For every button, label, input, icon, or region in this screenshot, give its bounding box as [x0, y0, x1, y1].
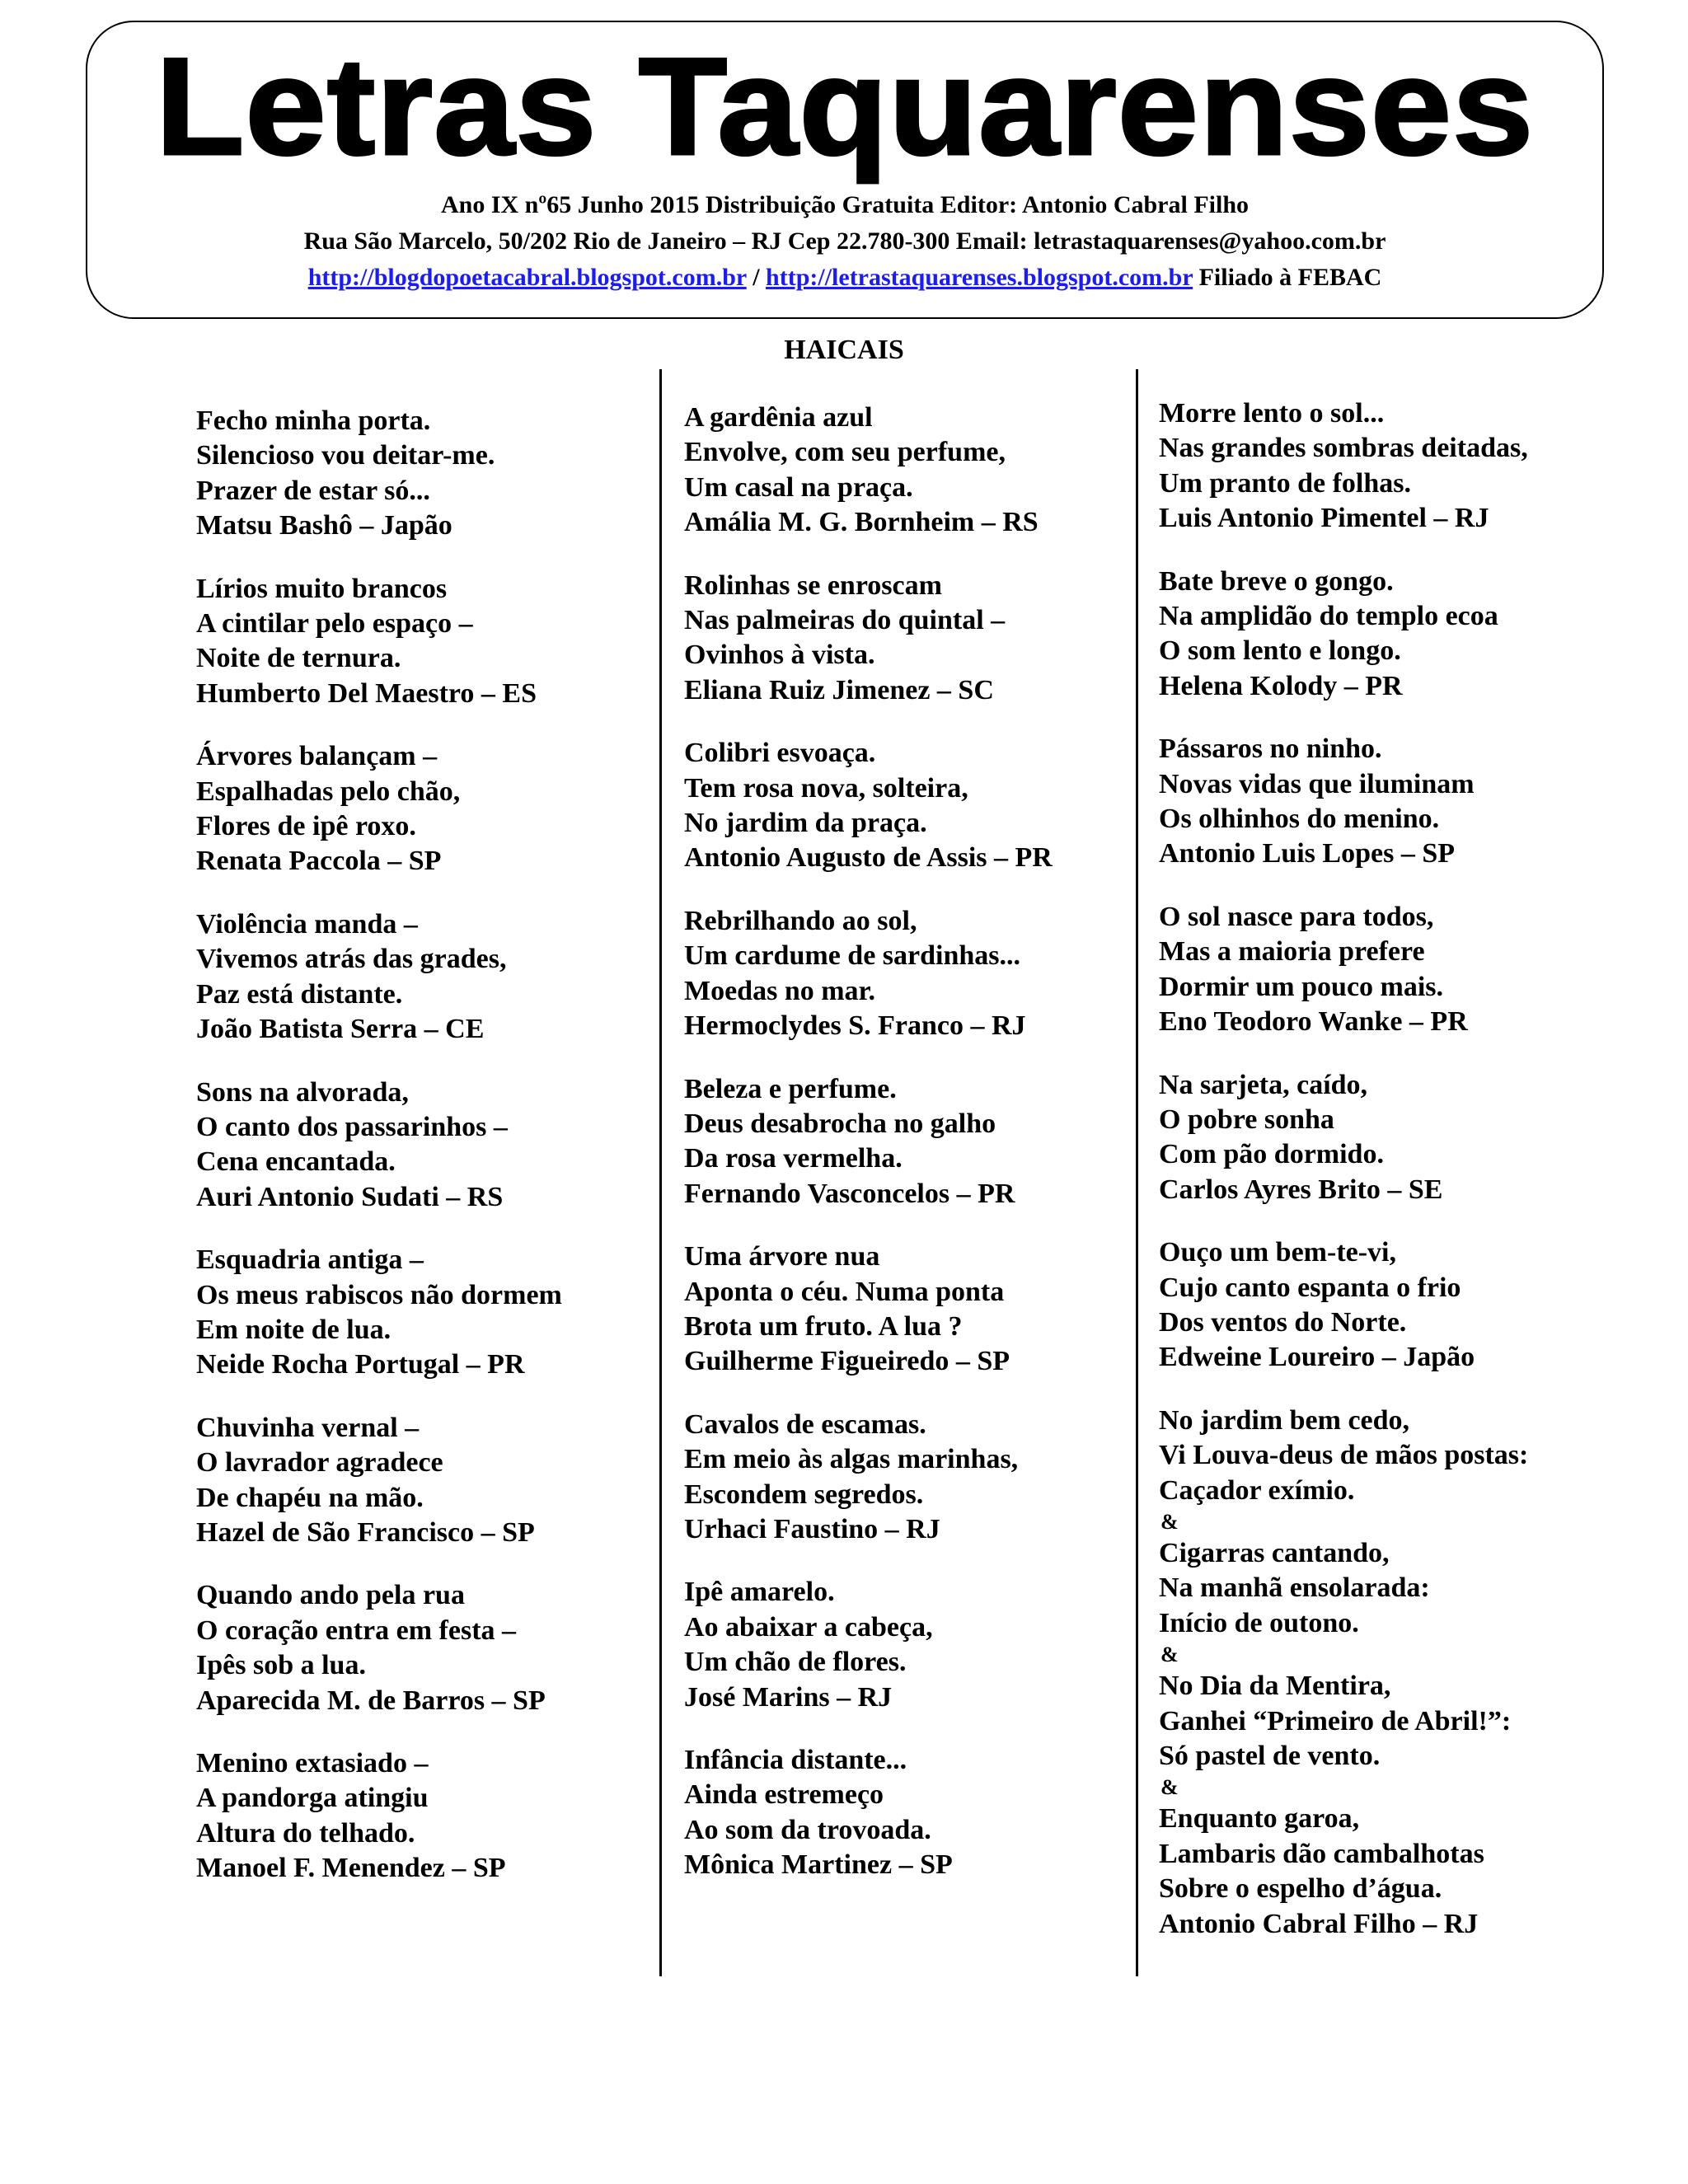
haiku — [196, 907, 562, 1047]
haiku-author: Renata Paccola – SP — [196, 846, 442, 877]
haiku-line: Paz está distante. — [196, 978, 403, 1010]
haiku-line: Com pão dormido. — [1159, 1139, 1384, 1170]
haiku-separator: & — [1160, 1643, 1179, 1667]
haiku-line: No jardim bem cedo, — [1159, 1404, 1410, 1436]
haiku-line: Pássaros no ninho. — [1159, 733, 1382, 765]
haiku-author: Hazel de São Francisco – SP — [196, 1516, 535, 1548]
link-separator: / — [746, 264, 767, 291]
haiku-line: Prazer de estar só... — [196, 475, 430, 506]
haiku-line: Ainda estremeço — [684, 1779, 884, 1811]
haiku-author: Amália M. G. Bornheim – RS — [684, 507, 1039, 538]
haiku-line: Da rosa vermelha. — [684, 1143, 903, 1174]
haiku-line: Na manhã ensolarada: — [1159, 1572, 1430, 1604]
haiku-line: Fecho minha porta. — [196, 405, 431, 436]
haiku-line: Na amplidão do templo ecoa — [1159, 601, 1498, 632]
haiku-column-2 — [684, 401, 1053, 1911]
haiku — [196, 1243, 562, 1383]
haiku-line: Beleza e perfume. — [684, 1073, 897, 1104]
haiku-line: Ao som da trovoada. — [684, 1814, 931, 1845]
haiku — [196, 572, 562, 712]
haiku-author: Guilherme Figueiredo – SP — [684, 1346, 1010, 1377]
column-divider — [659, 369, 662, 1976]
haiku — [684, 569, 1053, 709]
links-line — [87, 260, 1602, 296]
haiku-line: Dos ventos do Norte. — [1159, 1306, 1407, 1338]
haiku-author: José Marins – RJ — [684, 1681, 893, 1713]
haiku — [196, 1411, 562, 1551]
haiku-line: Flores de ipê roxo. — [196, 811, 416, 842]
haiku-line: Um chão de flores. — [684, 1647, 907, 1678]
haiku-line: Lírios muito brancos — [196, 573, 448, 604]
haiku-column-3 — [1159, 396, 1528, 1970]
haiku-line: Cena encantada. — [196, 1146, 396, 1178]
haiku-column-1 — [196, 404, 562, 1915]
haiku — [684, 904, 1053, 1044]
haiku — [196, 404, 562, 544]
haiku-line: Menino extasiado – — [196, 1748, 429, 1779]
haiku-line: Na sarjeta, caído, — [1159, 1069, 1368, 1100]
haiku-line: Violência manda – — [196, 908, 418, 940]
haiku-line: Colibri esvoaça. — [684, 738, 876, 769]
haiku-line: Chuvinha vernal – — [196, 1412, 420, 1443]
haiku-author: Edweine Loureiro – Japão — [1159, 1342, 1475, 1373]
haiku-line: O lavrador agradece — [196, 1447, 443, 1479]
haiku-line: Ipês sob a lua. — [196, 1650, 366, 1681]
haiku-author: Humberto Del Maestro – ES — [196, 677, 537, 709]
haiku-line: Tem rosa nova, solteira, — [684, 772, 968, 804]
haiku-author: Aparecida M. de Barros – SP — [196, 1685, 546, 1716]
haiku-line: Escondem segredos. — [684, 1479, 924, 1510]
haiku-line: Enquanto garoa, — [1159, 1803, 1360, 1835]
haiku-line: Sons na alvorada, — [196, 1076, 409, 1108]
haiku-line: A pandorga atingiu — [196, 1783, 429, 1814]
haiku-line: O coração entra em festa – — [196, 1615, 517, 1646]
haiku — [684, 401, 1053, 541]
haiku-line: Em meio às algas marinhas, — [684, 1444, 1019, 1475]
haiku-line: Infância distante... — [684, 1745, 907, 1775]
haiku-line: Só pastel de vento. — [1159, 1741, 1381, 1771]
haiku-author: Manoel F. Menendez – SP — [196, 1853, 506, 1884]
haiku-line: Os olhinhos do menino. — [1159, 804, 1440, 835]
haiku-line: A cintilar pelo espaço – — [196, 608, 473, 640]
haiku-line: Os meus rabiscos não dormem — [196, 1279, 562, 1310]
haiku-author: João Batista Serra – CE — [196, 1014, 485, 1045]
haiku-line: Dormir um pouco mais. — [1159, 971, 1444, 1002]
haiku-line: Moedas no mar. — [684, 975, 876, 1006]
haiku — [684, 1408, 1053, 1548]
haiku-line: Esquadria antiga – — [196, 1244, 424, 1276]
haiku-author: Carlos Ayres Brito – SE — [1159, 1174, 1443, 1205]
haiku — [1159, 1068, 1528, 1208]
haiku-author: Mônica Martinez – SP — [684, 1849, 953, 1881]
haiku — [684, 1072, 1053, 1212]
affiliation-text: Filiado à FEBAC — [1193, 264, 1382, 291]
haiku-author: Urhaci Faustino – RJ — [684, 1513, 940, 1544]
haiku-separator: & — [1160, 1509, 1179, 1534]
haiku-line: Lambaris dão cambalhotas — [1159, 1838, 1484, 1869]
haiku-line: Ipê amarelo. — [684, 1577, 835, 1608]
haiku-line: Deus desabrocha no galho — [684, 1108, 996, 1139]
haiku-line: Mas a maioria prefere — [1159, 936, 1425, 968]
haiku-line: Rolinhas se enroscam — [684, 569, 942, 601]
haiku-line: O canto dos passarinhos – — [196, 1111, 508, 1142]
newspaper-title: Letras Taquarenses — [155, 29, 1535, 184]
haiku-line: Cigarras cantando, — [1159, 1537, 1390, 1568]
haiku — [196, 1578, 562, 1718]
haiku-line: Um cardume de sardinhas... — [684, 940, 1021, 972]
haiku-line: Envolve, com seu perfume, — [684, 437, 1006, 468]
haiku-line: Altura do telhado. — [196, 1817, 415, 1849]
haiku — [196, 739, 562, 879]
haiku-line: No Dia da Mentira, — [1159, 1671, 1391, 1702]
haiku-author: Fernando Vasconcelos – PR — [684, 1178, 1015, 1209]
haiku-line: No jardim da praça. — [684, 808, 927, 839]
haiku-author: Auri Antonio Sudati – RS — [196, 1181, 504, 1212]
haiku-line: Início de outono. — [1159, 1607, 1359, 1638]
haiku-line: Ovinhos à vista. — [684, 640, 875, 671]
column-divider — [1136, 369, 1138, 1976]
haiku — [1159, 1235, 1528, 1376]
haiku-line: Nas grandes sombras deitadas, — [1159, 433, 1528, 464]
haiku — [1159, 565, 1528, 705]
haiku-line: A gardênia azul — [684, 402, 873, 433]
haiku-author: Eliana Ruiz Jimenez – SC — [684, 674, 994, 705]
haiku-line: Morre lento o sol... — [1159, 398, 1385, 429]
haiku — [684, 736, 1053, 876]
haiku — [684, 1575, 1053, 1715]
masthead-box — [86, 21, 1604, 319]
haiku-line: Um pranto de folhas. — [1159, 467, 1412, 499]
haiku-line: Brota um fruto. A lua ? — [684, 1310, 963, 1342]
haiku-author: Neide Rocha Portugal – PR — [196, 1349, 525, 1380]
haiku — [684, 1240, 1053, 1380]
haiku-line: Aponta o céu. Numa ponta — [684, 1276, 1005, 1307]
section-title: HAICAIS — [784, 335, 904, 365]
haiku-line: Vivemos atrás das grades, — [196, 944, 507, 975]
haiku — [1159, 900, 1528, 1040]
haiku-line: Cujo canto espanta o frio — [1159, 1272, 1461, 1303]
blog-link-2[interactable]: http://letrastaquarenses.blogspot.com.br — [766, 264, 1193, 291]
haiku-author: Antonio Cabral Filho – RJ — [1159, 1908, 1479, 1939]
blog-link-1[interactable]: http://blogdopoetacabral.blogspot.com.br — [307, 264, 747, 291]
haiku-line: Uma árvore nua — [684, 1241, 880, 1272]
haiku-line: Caçador exímio. — [1159, 1474, 1355, 1506]
haiku-line: O sol nasce para todos, — [1159, 901, 1434, 932]
haiku-line: Vi Louva-deus de mãos postas: — [1159, 1440, 1529, 1471]
header-info — [87, 187, 1602, 296]
haiku-author: Matsu Bashô – Japão — [196, 510, 452, 541]
haiku-author: Luis Antonio Pimentel – RJ — [1159, 503, 1489, 534]
haiku — [1159, 396, 1528, 537]
haiku-author: Antonio Augusto de Assis – PR — [684, 842, 1053, 874]
haiku-author: Helena Kolody – PR — [1159, 670, 1403, 701]
haiku-line: Um casal na praça. — [684, 471, 913, 503]
haiku-line: Em noite de lua. — [196, 1314, 392, 1345]
haiku-line: O som lento e longo. — [1159, 635, 1401, 667]
haiku-line: O pobre sonha — [1159, 1104, 1334, 1135]
haiku-line: Noite de ternura. — [196, 643, 401, 674]
haiku-line: Árvores balançam – — [196, 741, 438, 772]
haiku-line: Novas vidas que iluminam — [1159, 768, 1475, 799]
haiku-line: Ouço um bem-te-vi, — [1159, 1237, 1397, 1268]
haiku-author: Antonio Luis Lopes – SP — [1159, 838, 1455, 869]
haiku — [196, 1746, 562, 1886]
haiku-line: Ganhei “Primeiro de Abril!”: — [1159, 1705, 1512, 1736]
haiku-line: Silencioso vou deitar-me. — [196, 440, 495, 471]
haiku-line: De chapéu na mão. — [196, 1482, 424, 1513]
haiku-author: Hermoclydes S. Franco – RJ — [684, 1010, 1026, 1042]
edition-line: Ano IX nº65 Junho 2015 Distribuição Gratuita Editor: Antonio Cabral Filho — [440, 191, 1250, 218]
haiku — [1159, 732, 1528, 872]
haiku-sequence — [1159, 1404, 1528, 1942]
address-line: Rua São Marcelo, 50/202 Rio de Janeiro – RJ Cep 22.780-300 Email: letrastaquarenses@yahoo.com.br — [303, 227, 1386, 255]
haiku-line: Espalhadas pelo chão, — [196, 776, 461, 807]
haiku — [684, 1743, 1053, 1883]
haiku-line: Sobre o espelho d’água. — [1159, 1873, 1442, 1905]
haiku-author: Eno Teodoro Wanke – PR — [1159, 1006, 1468, 1038]
haiku-line: Nas palmeiras do quintal – — [684, 605, 1006, 636]
haiku-separator: & — [1160, 1775, 1179, 1800]
haiku-line: Cavalos de escamas. — [684, 1408, 926, 1440]
haiku — [196, 1076, 562, 1216]
haiku-line: Ao abaixar a cabeça, — [684, 1611, 933, 1643]
haiku-line: Quando ando pela rua — [196, 1580, 465, 1611]
haiku-line: Rebrilhando ao sol, — [684, 905, 917, 936]
haiku-line: Bate breve o gongo. — [1159, 565, 1394, 597]
